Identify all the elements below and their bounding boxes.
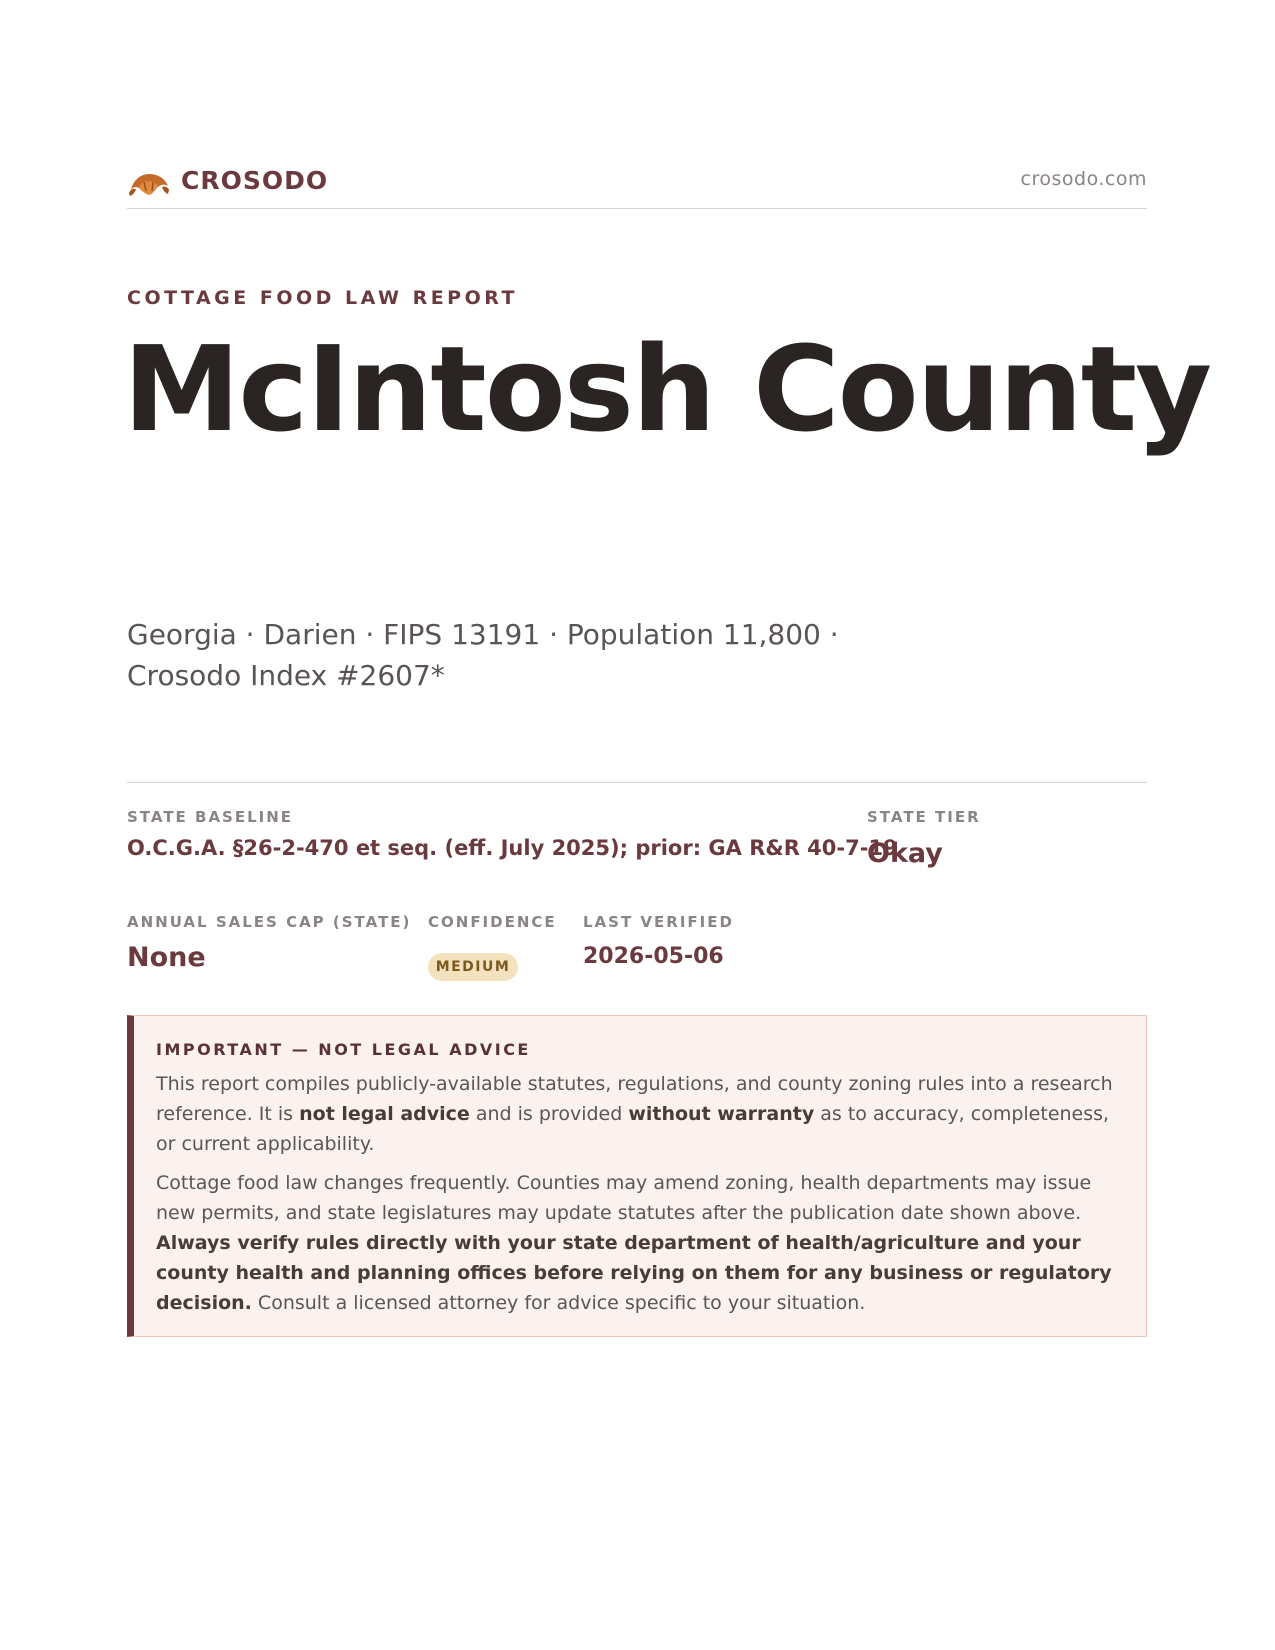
report-subtitle: Georgia · Darien · FIPS 13191 · Population 11,800 · Crosodo Index #2607* bbox=[127, 618, 839, 692]
notice-paragraph-2 bbox=[156, 1168, 1126, 1318]
legal-notice bbox=[127, 1015, 1147, 1337]
notice-emphasis: Always verify rules directly with your state department of health/agriculture and your county health and planning offices before relying on them for any business or regulatory decision. bbox=[156, 1232, 1112, 1314]
notice-emphasis: not legal advice bbox=[299, 1103, 470, 1125]
state-baseline-value: O.C.G.A. §26-2-470 et seq. (eff. July 2025); prior: GA R&R 40-7-19 bbox=[127, 836, 898, 860]
notice-text: and is provided bbox=[469, 1103, 629, 1125]
notice-text: as to accuracy, completeness, or current applicability. bbox=[156, 1103, 1110, 1155]
report-kicker: COTTAGE FOOD LAW REPORT bbox=[127, 287, 518, 309]
last-verified-label: LAST VERIFIED bbox=[583, 913, 734, 931]
sales-cap-label: ANNUAL SALES CAP (STATE) bbox=[127, 913, 412, 931]
page-title: McIntosh County bbox=[123, 320, 1211, 458]
notice-text: Consult a licensed attorney for advice specific to your situation. bbox=[251, 1292, 866, 1314]
brand-name: CROSODO bbox=[181, 165, 329, 195]
notice-title: IMPORTANT — NOT LEGAL ADVICE bbox=[156, 1040, 531, 1059]
croissant-icon bbox=[127, 160, 171, 200]
state-baseline-label: STATE BASELINE bbox=[127, 808, 294, 826]
sales-cap-value: None bbox=[127, 942, 206, 973]
notice-text: Cottage food law changes frequently. Counties may amend zoning, health departments may issue new permits, and state legislatures may update statutes after the publication date shown above. bbox=[156, 1172, 1092, 1224]
confidence-badge: MEDIUM bbox=[428, 953, 518, 981]
notice-paragraph-1 bbox=[156, 1069, 1126, 1159]
notice-text: This report compiles publicly-available statutes, regulations, and county zoning rules into a research reference. It is bbox=[156, 1073, 1113, 1125]
notice-emphasis: without warranty bbox=[628, 1103, 815, 1125]
state-tier-label: STATE TIER bbox=[867, 808, 981, 826]
last-verified-value: 2026-05-06 bbox=[583, 944, 724, 969]
site-url[interactable]: crosodo.com bbox=[1020, 168, 1147, 190]
page-header bbox=[127, 158, 1147, 209]
brand bbox=[127, 160, 328, 200]
confidence-label: CONFIDENCE bbox=[428, 913, 557, 931]
state-tier-value: Okay bbox=[867, 838, 943, 869]
divider bbox=[127, 782, 1147, 783]
